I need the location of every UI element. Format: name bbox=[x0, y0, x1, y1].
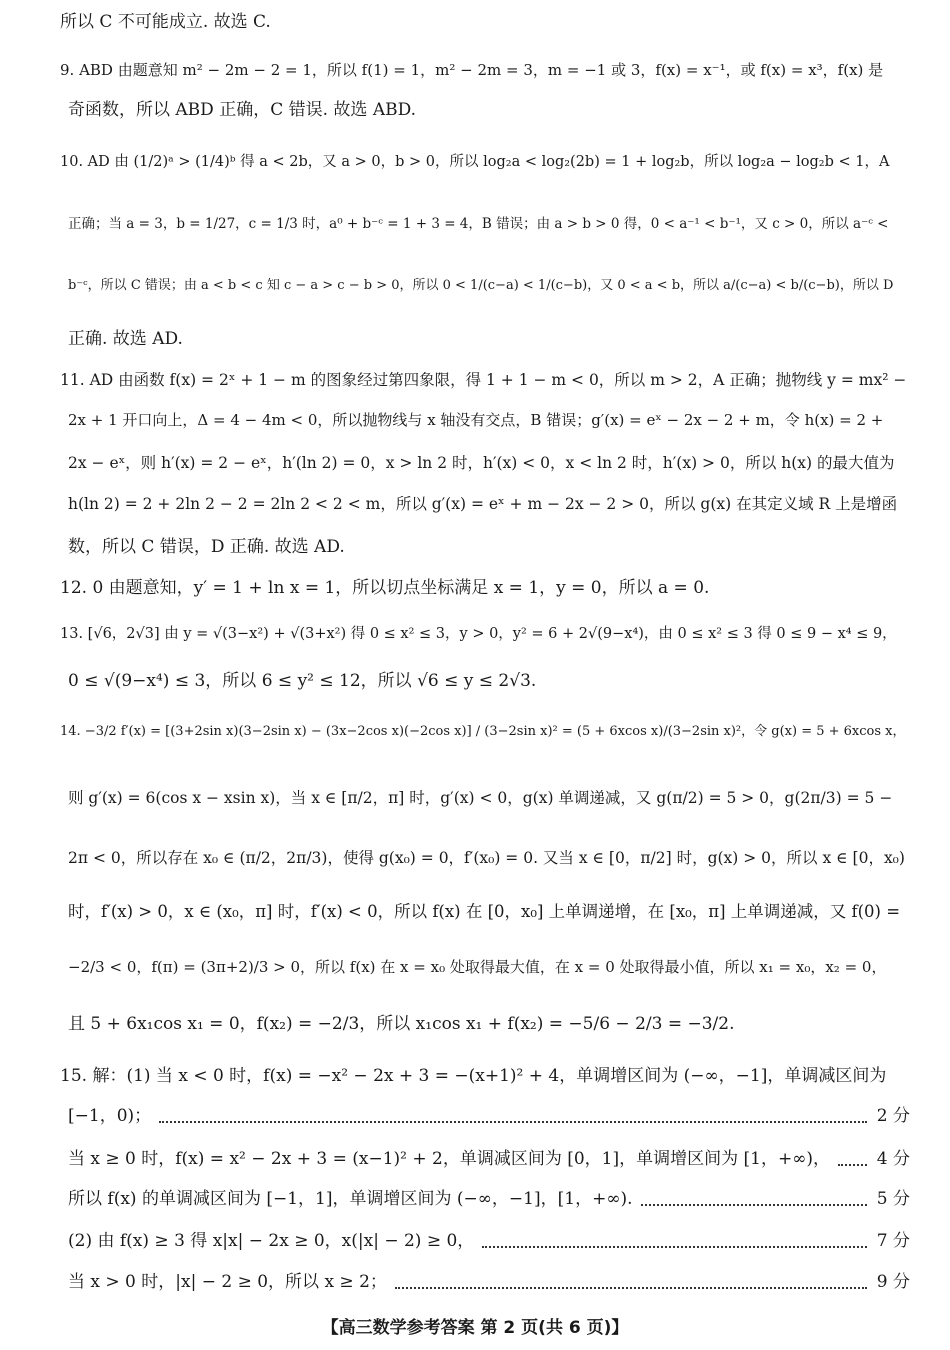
step-text: (2) 由 f(x) ≥ 3 得 x|x| − 2x ≥ 0，x(|x| − 2) ≥ 0， bbox=[68, 1231, 475, 1251]
step-text: 所以 f(x) 的单调减区间为 [−1，1]，单调增区间为 (−∞，−1]，[1，+∞). bbox=[68, 1189, 633, 1209]
text-line: 所以 C 不可能成立. 故选 C. bbox=[60, 12, 271, 32]
text-line: 奇函数，所以 ABD 正确，C 错误. 故选 ABD. bbox=[68, 100, 417, 120]
step-score: 4 分 bbox=[876, 1149, 910, 1169]
text-line: 且 5 + 6x₁cos x₁ = 0，f(x₂) = −2/3，所以 x₁cos x₁ + f(x₂) = −5/6 − 2/3 = −3/2. bbox=[68, 1014, 735, 1034]
question-11-line: 11. AD 由函数 f(x) = 2ˣ + 1 − m 的图象经过第四象限，得 1 + 1 − m < 0，所以 m > 2，A 正确；抛物线 y = mx² − bbox=[60, 371, 907, 389]
question-12-line: 12. 0 由题意知，y′ = 1 + ln x = 1，所以切点坐标满足 x = 1，y = 0，所以 a = 0. bbox=[60, 578, 710, 598]
question-9-line: 9. ABD 由题意知 m² − 2m − 2 = 1，所以 f(1) = 1，m² − 2m = 3，m = −1 或 3，f(x) = x⁻¹，或 f(x) = x³，f(x) 是 bbox=[60, 61, 884, 79]
dot-leader bbox=[395, 1275, 867, 1289]
dot-leader bbox=[641, 1192, 867, 1206]
step-score: 9 分 bbox=[876, 1272, 910, 1292]
text-line: b⁻ᶜ，所以 C 错误；由 a < b < c 知 c − a > c − b > 0，所以 0 < 1/(c−a) < 1/(c−b)，又 0 < a < b，所以 a/(c−a) < b/(c−b)，所以 D bbox=[68, 278, 894, 293]
dot-leader bbox=[159, 1109, 867, 1123]
text-line: 时，f′(x) > 0，x ∈ (x₀，π] 时，f′(x) < 0，所以 f(x) 在 [0，x₀] 上单调递增，在 [x₀，π] 上单调递减，又 f(0) = bbox=[68, 902, 901, 921]
text-line: 正确；当 a = 3，b = 1/27，c = 1/3 时，a⁰ + b⁻ᶜ = 1 + 3 = 4，B 错误；由 a > b > 0 得，0 < a⁻¹ < b⁻¹，又 c > 0，所以 a⁻ᶜ < bbox=[68, 216, 889, 232]
step-text: 当 x ≥ 0 时，f(x) = x² − 2x + 3 = (x−1)² + 2，单调减区间为 [0，1]，单调增区间为 [1，+∞)， bbox=[68, 1149, 831, 1169]
question-10-line: 10. AD 由 (1/2)ᵃ > (1/4)ᵇ 得 a < 2b，又 a > 0，b > 0，所以 log₂a < log₂(2b) = 1 + log₂b，所以 log₂a − log₂b < 1，A bbox=[60, 154, 890, 170]
step-text: [−1，0)； bbox=[68, 1106, 152, 1126]
text-line: 则 g′(x) = 6(cos x − xsin x)，当 x ∈ [π/2，π] 时，g′(x) < 0，g(x) 单调递减，又 g(π/2) = 5 > 0，g(2π/3) = 5 − bbox=[68, 789, 893, 807]
dot-leader bbox=[482, 1234, 866, 1248]
text-line: h(ln 2) = 2 + 2ln 2 − 2 = 2ln 2 < 2 < m，所以 g′(x) = eˣ + m − 2x − 2 > 0，所以 g(x) 在其定义域 R 上是增函 bbox=[68, 495, 898, 513]
question-14-line: 14. −3/2 f′(x) = [(3+2sin x)(3−2sin x) − (3x−2cos x)(−2cos x)] / (3−2sin x)² = (5 + 6xcos x)/(3−2sin x)²，令 g(x) = 5 + 6xcos x， bbox=[60, 724, 906, 739]
scored-step bbox=[68, 1270, 910, 1294]
text-line: 2x − eˣ，则 h′(x) = 2 − eˣ，h′(ln 2) = 0，x > ln 2 时，h′(x) < 0，x < ln 2 时，h′(x) > 0，所以 h(x) 的最大值为 bbox=[68, 454, 895, 472]
text-line: 数，所以 C 错误，D 正确. 故选 AD. bbox=[68, 537, 345, 557]
text-line: 2π < 0，所以存在 x₀ ∈ (π/2，2π/3)，使得 g(x₀) = 0，f′(x₀) = 0. 又当 x ∈ [0，π/2] 时，g(x) > 0，所以 x ∈ [0，x₀) bbox=[68, 849, 905, 867]
step-text: 当 x > 0 时，|x| − 2 ≥ 0，所以 x ≥ 2； bbox=[68, 1272, 387, 1292]
dot-leader bbox=[838, 1152, 867, 1166]
question-15-line: 15. 解：(1) 当 x < 0 时，f(x) = −x² − 2x + 3 = −(x+1)² + 4，单调增区间为 (−∞，−1]，单调减区间为 bbox=[60, 1066, 887, 1086]
step-score: 5 分 bbox=[876, 1189, 910, 1209]
scored-step bbox=[68, 1229, 910, 1253]
step-score: 7 分 bbox=[876, 1231, 910, 1251]
scored-step bbox=[68, 1147, 910, 1171]
text-line: 正确. 故选 AD. bbox=[68, 329, 183, 349]
step-score: 2 分 bbox=[876, 1106, 910, 1126]
text-line: −2/3 < 0，f(π) = (3π+2)/3 > 0，所以 f(x) 在 x = x₀ 处取得最大值，在 x = 0 处取得最小值，所以 x₁ = x₀，x₂ = 0， bbox=[68, 958, 887, 976]
question-13-line: 13. [√6，2√3] 由 y = √(3−x²) + √(3+x²) 得 0 ≤ x² ≤ 3，y > 0，y² = 6 + 2√(9−x⁴)，由 0 ≤ x² ≤ 3 得 0 ≤ 9 − x⁴ ≤ 9， bbox=[60, 626, 897, 642]
page-footer: 【高三数学参考答案 第 2 页(共 6 页)】 bbox=[321, 1318, 629, 1338]
scored-step bbox=[68, 1104, 910, 1128]
scored-step bbox=[68, 1187, 910, 1211]
text-line: 2x + 1 开口向上，Δ = 4 − 4m < 0，所以抛物线与 x 轴没有交点，B 错误；g′(x) = eˣ − 2x − 2 + m，令 h(x) = 2 + bbox=[68, 411, 884, 429]
text-line: 0 ≤ √(9−x⁴) ≤ 3，所以 6 ≤ y² ≤ 12，所以 √6 ≤ y ≤ 2√3. bbox=[68, 671, 537, 691]
